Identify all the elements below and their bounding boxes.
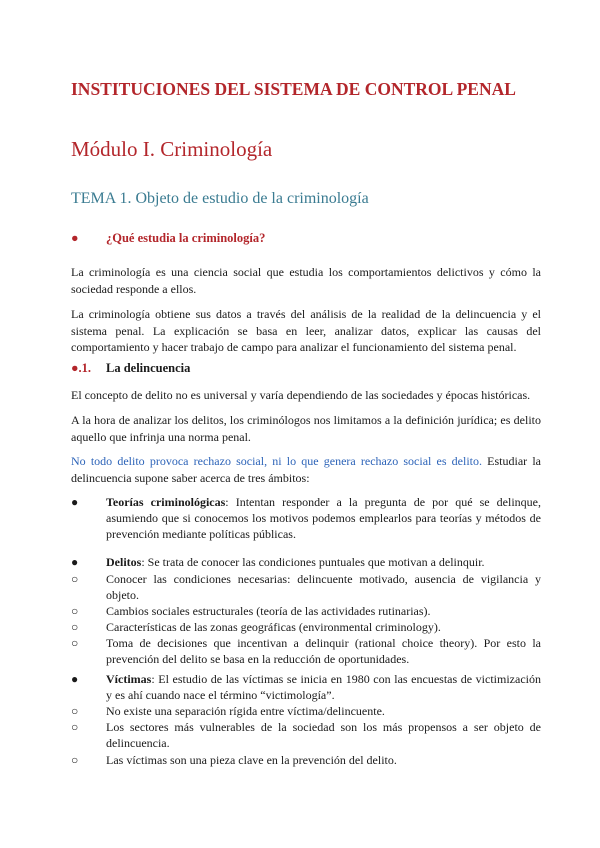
- list-item-text: [106, 571, 541, 603]
- list-item: [71, 719, 541, 751]
- list-item-description: Toma de decisiones que incentivan a delinquir (rational choice theory). Por esto la prevención del delito se basa en la reducción de oportunidades.: [106, 636, 541, 666]
- list-item: [71, 571, 541, 603]
- hollow-bullet-icon: ○: [71, 620, 79, 634]
- list-item-description: Conocer las condiciones necesarias: delincuente motivado, ausencia de vigilancia y objeto.: [106, 572, 541, 602]
- list-item-text: [106, 619, 541, 635]
- list-item-text: [106, 494, 541, 542]
- list-item-description: Los sectores más vulnerables de la sociedad son los más propensos a ser objeto de delincuencia.: [106, 720, 541, 750]
- list-item-description: : Se trata de conocer las condiciones puntuales que motivan a delinquir.: [141, 555, 485, 569]
- document-title: INSTITUCIONES DEL SISTEMA DE CONTROL PENAL: [71, 79, 516, 99]
- hollow-bullet-icon: ○: [71, 720, 79, 734]
- list-item-term: Teorías criminológicas: [106, 495, 226, 509]
- list-item-text: [106, 554, 541, 570]
- hollow-bullet-icon: ○: [71, 636, 79, 650]
- filled-bullet-icon: ●: [71, 672, 79, 686]
- list-item-term: Víctimas: [106, 672, 152, 686]
- bullet-icon: ●: [71, 231, 79, 245]
- topic-heading: TEMA 1. Objeto de estudio de la criminología: [71, 190, 369, 207]
- paragraph-definition: La criminología es una ciencia social que estudia los comportamientos delictivos y cómo la sociedad responde a ellos.: [71, 265, 541, 296]
- section-heading: [71, 361, 191, 376]
- question-heading-text: ¿Qué estudia la criminología?: [106, 231, 266, 245]
- list-item: [71, 554, 541, 570]
- list-item-text: [106, 603, 541, 619]
- module-heading: Módulo I. Criminología: [71, 137, 273, 161]
- list-item-text: [106, 719, 541, 751]
- paragraph-continuation: Estudiar la delincuencia supone saber acerca de tres ámbitos:: [71, 454, 541, 485]
- list-item: [71, 619, 541, 635]
- list-item-description: : Intentan responder a la pregunta de por qué se delinque, asumiendo que si conocemos los motivos podemos emplearlos para teorías y métodos de prevención mediante políticas públicas.: [106, 495, 541, 541]
- list-item-description: Las víctimas son una pieza clave en la prevención del delito.: [106, 753, 397, 767]
- list-item: [71, 703, 541, 719]
- paragraph-concept: El concepto de delito no es universal y varía dependiendo de las sociedades y épocas históricas.: [71, 388, 531, 402]
- list-item: [71, 494, 541, 542]
- list-item-text: [106, 671, 541, 703]
- hollow-bullet-icon: ○: [71, 753, 79, 767]
- list-item-description: No existe una separación rígida entre víctima/delincuente.: [106, 704, 385, 718]
- highlighted-sentence: No todo delito provoca rechazo social, ni lo que genera rechazo social es delito.: [71, 454, 483, 468]
- list-item: [71, 603, 541, 619]
- list-item-text: [106, 752, 541, 768]
- list-item: [71, 635, 541, 667]
- list-item: [71, 752, 541, 768]
- hollow-bullet-icon: ○: [71, 704, 79, 718]
- list-item-term: Delitos: [106, 555, 142, 569]
- section-number: ●.1.: [71, 361, 92, 375]
- filled-bullet-icon: ●: [71, 495, 79, 509]
- filled-bullet-icon: ●: [71, 555, 79, 569]
- list-item-description: : El estudio de las víctimas se inicia en 1980 con las encuestas de victimización y es ahí cuando nace el término “victimología”.: [106, 672, 541, 702]
- paragraph-social-rejection: [71, 453, 541, 486]
- list-item-text: [106, 703, 541, 719]
- hollow-bullet-icon: ○: [71, 572, 79, 586]
- question-heading: [71, 231, 266, 246]
- paragraph-legal-definition: A la hora de analizar los delitos, los criminólogos nos limitamos a la definición jurídica; es delito aquello que infrinja una norma penal.: [71, 413, 541, 444]
- list-item: [71, 671, 541, 703]
- list-item-description: Cambios sociales estructurales (teoría de las actividades rutinarias).: [106, 604, 431, 618]
- list-item-text: [106, 635, 541, 667]
- hollow-bullet-icon: ○: [71, 604, 79, 618]
- paragraph-data-sources: La criminología obtiene sus datos a través del análisis de la realidad de la delincuencia y el sistema penal. La explicación se basa en leer, analizar datos, explicar las causas del comportamiento y hacer trabajo de campo para analizar el funcionamiento del sistema penal.: [71, 307, 541, 354]
- section-heading-text: La delincuencia: [106, 361, 191, 375]
- list-item-description: Características de las zonas geográficas (environmental criminology).: [106, 620, 441, 634]
